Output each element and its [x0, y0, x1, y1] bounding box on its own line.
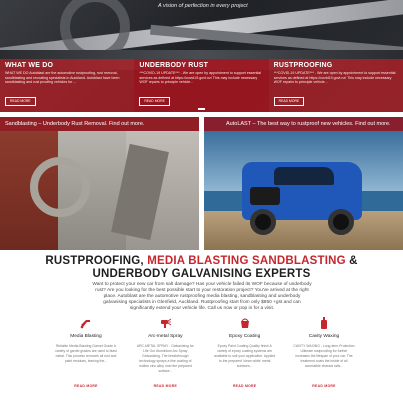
truck-grille [250, 187, 280, 205]
feature-body: ***COVID-19 UPDATE*** - We are open by appointment to support essential services as defined at https://covid19.govt.nz/ This may include necessary WOF repairs to principle vehicle... [139, 71, 262, 85]
service-body: Epoxy Paint Coating Quality finish A variety of epoxy coating systems are available to suit your application. Applied to the prepared 'clean white' metal surfaces... [214, 344, 276, 368]
feature-title: RUSTPROOFING [273, 62, 333, 69]
title-accent: MEDIA BLASTING SANDBLASTING [147, 255, 346, 267]
read-more-link[interactable]: READ MORE [74, 384, 98, 388]
title-part-2: & [345, 255, 358, 267]
read-more-button[interactable]: READ MORE [274, 97, 305, 106]
service-media-blasting [55, 316, 117, 400]
hero-tagline: A vision of perfection in every project [158, 3, 248, 9]
service-arc-metal-spray [134, 316, 196, 400]
read-more-link[interactable]: READ MORE [312, 384, 336, 388]
service-body: ARC-METAL SPRAY - Galvanising for Life Our Aluminium Arc Spray Galvanising. The breakthrough technology sprays a fine coating of molten zinc alloy onto the prepared surface... [136, 344, 194, 373]
paint-bucket-icon [238, 316, 252, 330]
page-title [0, 255, 403, 281]
service-title: Media Blasting [70, 334, 102, 339]
service-epoxy-coating [214, 316, 276, 400]
read-more-link[interactable]: READ MORE [153, 384, 178, 388]
feature-body: ***COVID-19 UPDATE*** - We are open by appointment to support essential services as defined at https://covid19.govt.nz/ This may include necessary WOF repairs to principle vehicle... [273, 71, 396, 85]
intro-paragraph: Want to protect your new car from salt damage? Has your vehicle failed its WOF because of underbody rust? Are you looking for the best possible start to your restoration project? You've arrived at the right place. Autoblast are the automotive rustproofing media blasting, sandblasting and underbody galvanising specialists in Glenfield, Auckland. Rustproofing start from only $850 +gst and can significantly extend your vehicle life. Call us now or pop in for a visit. [92, 282, 312, 312]
banner-image-hub [30, 157, 90, 217]
feature-what-we-do [0, 59, 134, 112]
title-line-2: UNDERBODY GALVANISING EXPERTS [92, 268, 311, 280]
feature-underbody-rust [134, 59, 268, 112]
banner-autolast[interactable] [204, 117, 403, 250]
title-part-1: RUSTPROOFING, [45, 255, 148, 267]
banner-caption[interactable]: Sandblasting – Underbody Rust Removal. Find out more. [0, 117, 199, 131]
feature-body: WHAT WE DO Autoblast are the automotive rustproofing, rust removal, sandblasting and recoating specialists in Auckland. Autoblast have been sandblasting and rust proofing vehicles for ... [5, 71, 120, 85]
services-row [55, 316, 355, 400]
slider-indicator[interactable] [198, 108, 205, 110]
banner-caption[interactable]: AutoLAST – The best way to rustproof new vehicles. Find out more. [204, 117, 403, 131]
truck-rear-wheel [328, 209, 354, 235]
feature-rustproofing [269, 59, 403, 112]
truck-windscreen [274, 167, 334, 185]
banner-row [0, 117, 403, 250]
service-cavity-waxing [293, 316, 355, 400]
banner-sandblasting[interactable] [0, 117, 199, 250]
sandblast-gun-icon [79, 316, 93, 330]
truck-front-wheel [250, 209, 276, 235]
read-more-link[interactable]: READ MORE [232, 384, 257, 388]
read-more-button[interactable]: READ MORE [139, 97, 170, 106]
service-title: Epoxy Coating [229, 334, 261, 339]
feature-title: WHAT WE DO [5, 62, 54, 69]
hero-slider [0, 0, 403, 112]
service-body: Reliable Media Blasting Garnet Grade A variety of garnet grades are used to blast metal. This process removes all rust and paint residues, leaving the... [55, 344, 117, 363]
spray-gun-icon [158, 316, 172, 330]
feature-title: UNDERBODY RUST [139, 62, 209, 69]
service-body: CAVITY WAXING - Long-term Protection Ultimate rustproofing for further increases the lifespan of your car. The treatment coats the inside of all accessible chassis rails... [293, 344, 355, 368]
service-title: Arc-metal Spray [148, 334, 183, 339]
read-more-button[interactable]: READ MORE [5, 97, 36, 106]
feature-row [0, 59, 403, 112]
wax-can-icon [317, 316, 331, 330]
service-title: Cavity Waxing [308, 334, 340, 339]
